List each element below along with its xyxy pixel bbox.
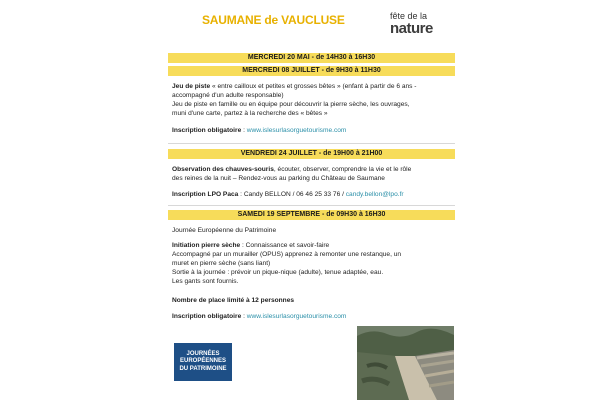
- event1-date-band-2: MERCREDI 08 JUILLET - de 9H30 à 11H30: [168, 66, 455, 76]
- event3-description: [172, 241, 452, 286]
- event1-title: Jeu de piste: [172, 83, 211, 90]
- divider: [168, 143, 455, 144]
- event3-initiation-text: : Connaissance et savoir-faire: [240, 242, 330, 249]
- event1-inscription-sep: :: [241, 127, 247, 134]
- event3-limit: [172, 296, 452, 305]
- event3-inscription-sep: :: [241, 313, 247, 320]
- event2-description: [172, 165, 452, 183]
- event2-inscription-label: Inscription LPO Paca: [172, 191, 239, 198]
- divider: [168, 205, 455, 206]
- dry-stone-wall-photo: [357, 326, 454, 400]
- journees-patrimoine-logo: [174, 343, 232, 381]
- logo-line-1: fête de la: [390, 11, 428, 21]
- badge-line-2: EUROPÉENNES: [179, 358, 226, 365]
- event2-inscription: [172, 190, 452, 199]
- event3-inscription-label: Inscription obligatoire: [172, 313, 242, 320]
- event1-inscription: [172, 126, 452, 135]
- event3-line: Les gants sont fournis.: [172, 278, 239, 285]
- event3-date-band: SAMEDI 19 SEPTEMBRE - de 09H30 à 16H30: [168, 210, 455, 220]
- event1-line: accompagné d'un adulte responsable): [172, 92, 284, 99]
- event3-line: Sortie à la journée : prévoir un pique-nique (adulte), tenue adaptée, eau.: [172, 269, 384, 276]
- logo-line-2: nature: [390, 20, 433, 37]
- page-title: SAUMANE de VAUCLUSE: [202, 13, 345, 27]
- badge-line-1: JOURNÉES: [186, 350, 220, 357]
- event3-line: muret en pierre sèche (sans liant): [172, 260, 271, 267]
- event3-line: [172, 241, 452, 250]
- event2-date-band: VENDREDI 24 JUILLET - de 19H00 à 21H00: [168, 149, 455, 159]
- event3-limit-text: Nombre de place limité à 12 personnes: [172, 297, 295, 304]
- event3-link[interactable]: www.islesurlasorguetourisme.com: [246, 313, 347, 320]
- fete-de-la-nature-logo: [390, 12, 452, 38]
- event1-line: Jeu de piste en famille ou en équipe pour découvrir la pierre sèche, les ouvrages,: [172, 101, 410, 108]
- badge-line-3: DU PATRIMOINE: [179, 365, 227, 372]
- photo-illustration: [357, 326, 454, 400]
- event1-line: muni d'une carte, partez à la recherche des « bêtes »: [172, 110, 328, 117]
- event2-line: [172, 165, 452, 174]
- event2-line: des reines de la nuit – Rendez-vous au parking du Château de Saumane: [172, 175, 385, 182]
- event1-line1: « entre cailloux et petites et grosses bêtes » (enfant à partir de 6 ans -: [210, 83, 417, 90]
- event1-description: [172, 82, 452, 118]
- event3-line: Accompagné par un murailler (OPUS) apprenez à remonter une restanque, un: [172, 251, 402, 258]
- event2-contact: : Candy BELLON / 06 46 25 33 76 /: [238, 191, 346, 198]
- event1-date-band-1: MERCREDI 20 MAI - de 14H30 à 16H30: [168, 53, 455, 63]
- event2-line1: , écouter, observer, comprendre la vie et le rôle: [273, 166, 412, 173]
- event3-inscription: [172, 312, 452, 321]
- event2-title: Observation des chauves-souris: [172, 166, 274, 173]
- flyer-page: [150, 0, 455, 400]
- event1-inscription-label: Inscription obligatoire: [172, 127, 242, 134]
- event1-line: [172, 82, 452, 91]
- event2-email[interactable]: candy.bellon@lpo.fr: [345, 191, 404, 198]
- event3-initiation-label: Initiation pierre sèche: [172, 242, 241, 249]
- event3-heading: Journée Européenne du Patrimoine: [172, 227, 277, 234]
- event1-link[interactable]: www.islesurlasorguetourisme.com: [246, 127, 347, 134]
